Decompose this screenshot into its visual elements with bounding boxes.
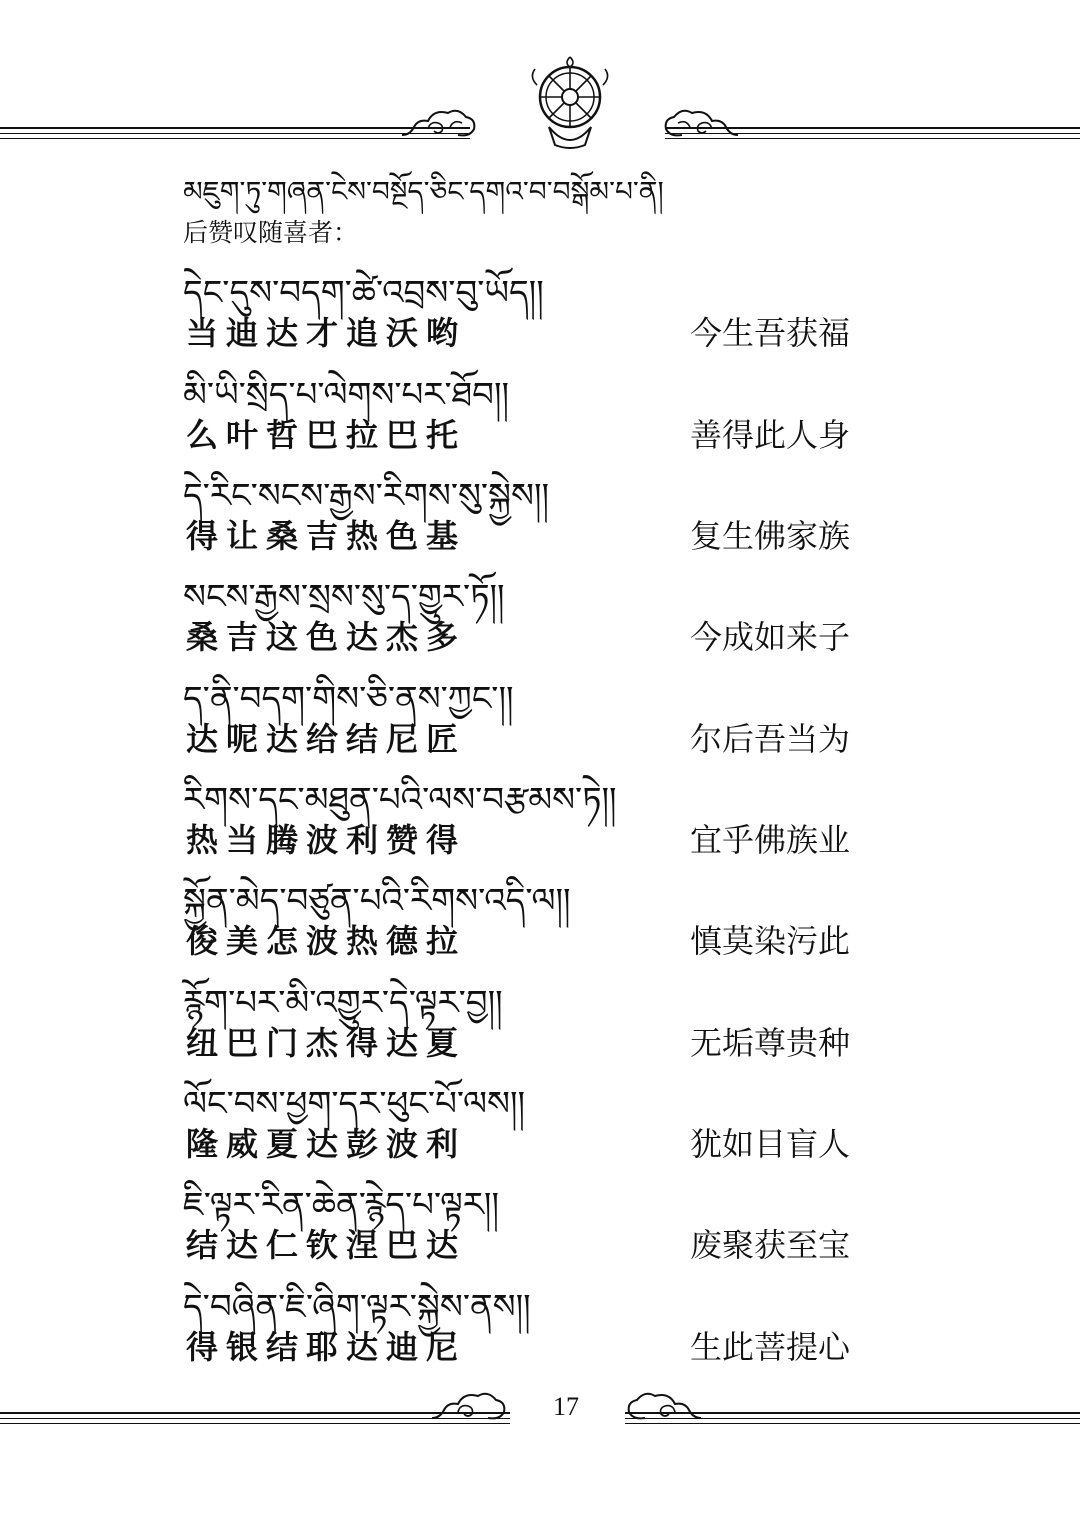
- verse-translation: 尔后吾当为: [689, 720, 850, 758]
- verse-phonetic: 得银结耶达迪尼: [186, 1328, 467, 1366]
- verse-translation: 废聚获至宝: [689, 1226, 850, 1264]
- verse-tibetan: ཇི་ལྟར་རིན་ཆེན་རྙེད་པ་ལྟར།།: [183, 1185, 499, 1225]
- verse-tibetan: རིགས་དང་མཐུན་པའི་ལས་བརྩམས་ཏེ།།: [183, 780, 617, 820]
- verse-tibetan: སངས་རྒྱས་སྲས་སུ་ད་གྱུར་ཏོ།།: [183, 577, 505, 617]
- verse-translation: 今生吾获福: [689, 314, 850, 352]
- verse-tibetan: དེང་དུས་བདག་ཚེ་འབྲས་བུ་ཡོད།།: [183, 273, 544, 313]
- verse-phonetic: 俊美怎波热德拉: [186, 922, 467, 960]
- verse-tibetan: ལོང་བས་ཕྱག་དར་ཕུང་པོ་ལས།།: [183, 1084, 526, 1124]
- verse-translation: 善得此人身: [689, 416, 850, 454]
- verse-translation: 慎莫染污此: [689, 922, 850, 960]
- verse-phonetic: 得让桑吉热色基: [186, 517, 467, 555]
- verse-translation: 今成如来子: [689, 618, 850, 656]
- verse-tibetan: མི་ཡི་སྲིད་པ་ལེགས་པར་ཐོབ།།: [183, 375, 510, 415]
- verse-tibetan: རྙོག་པར་མི་འགྱུར་དེ་ལྟར་བྱ།།: [183, 983, 503, 1023]
- verse-phonetic: 结达仁钦涅巴达: [186, 1226, 467, 1264]
- verse-phonetic: 达呢达给结尼匠: [186, 720, 467, 758]
- verse-translation: 生此菩提心: [689, 1328, 850, 1366]
- cloud-scroll-icon: [625, 1388, 703, 1422]
- verse-tibetan: ད་ནི་བདག་གིས་ཅི་ནས་ཀྱང་།།: [183, 679, 514, 719]
- verse-phonetic: 纽巴门杰得达夏: [186, 1024, 467, 1062]
- cloud-scroll-icon: [400, 105, 478, 139]
- verse-tibetan: དེ་བཞིན་ཇི་ཞིག་ལྟར་སྐྱེས་ནས།།: [183, 1287, 531, 1327]
- verse-phonetic: 桑吉这色达杰多: [186, 618, 467, 656]
- verse-translation: 复生佛家族: [689, 517, 850, 555]
- verse-phonetic: 当迪达才追沃哟: [186, 314, 467, 352]
- dharma-wheel-icon: [527, 55, 613, 153]
- verse-phonetic: 么叶哲巴拉巴托: [186, 416, 467, 454]
- verse-phonetic: 热当腾波利赞得: [186, 821, 467, 859]
- verse-translation: 犹如目盲人: [689, 1125, 850, 1163]
- verse-tibetan: སྐྱོན་མེད་བཙུན་པའི་རིགས་འདི་ལ།།: [183, 881, 571, 921]
- cloud-scroll-icon: [662, 105, 740, 139]
- page-number: 17: [553, 1392, 579, 1421]
- verse-phonetic: 隆威夏达彭波利: [186, 1125, 467, 1163]
- verse-translation: 宜乎佛族业: [689, 821, 850, 859]
- verse-tibetan: དེ་རིང་སངས་རྒྱས་རིགས་སུ་སྐྱེས།།: [183, 476, 550, 516]
- cloud-scroll-icon: [430, 1388, 508, 1422]
- intro-tibetan: མཇུག་ཏུ་གཞན་ངེས་བསྔོད་ཅིང་དགའ་བ་བསྒོམ་པ་ནི།: [183, 175, 664, 208]
- verse-translation: 无垢尊贵种: [689, 1024, 850, 1062]
- intro-chinese: 后赞叹随喜者：: [183, 218, 359, 247]
